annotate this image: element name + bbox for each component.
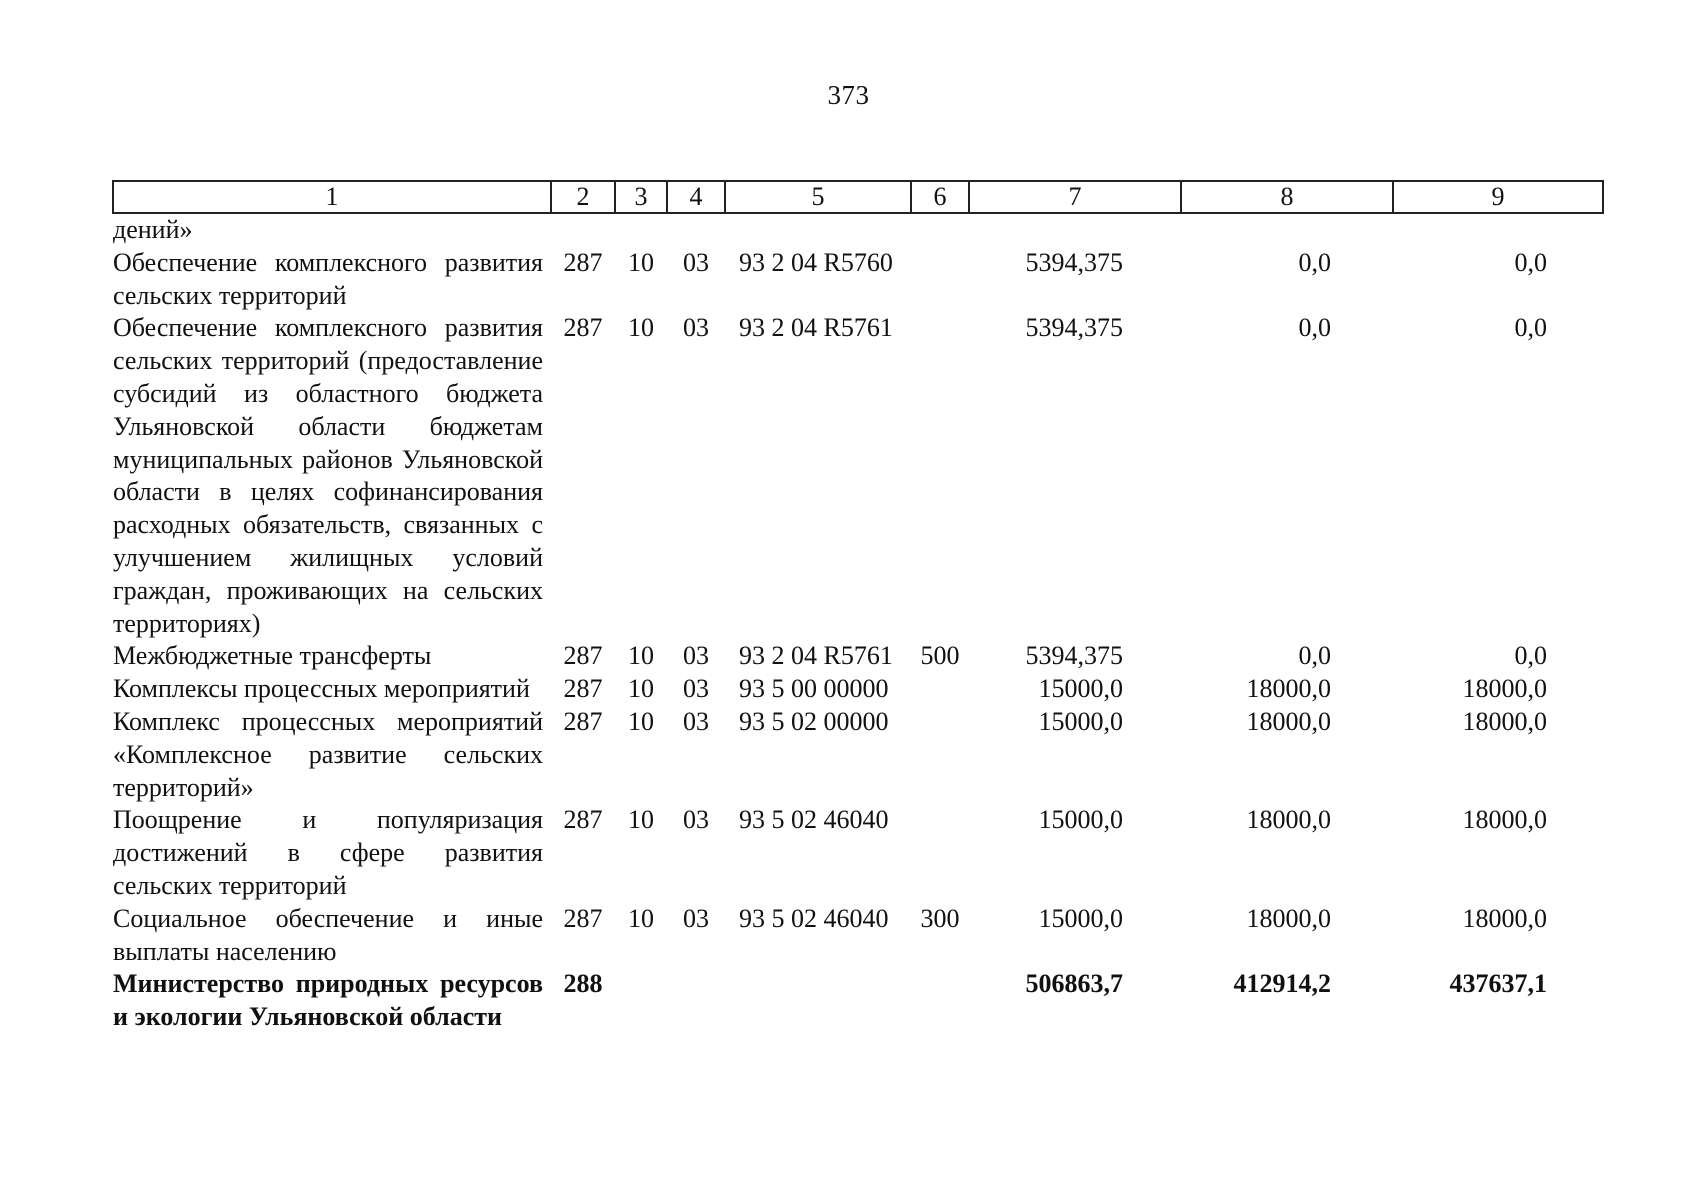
- cell-section: 10: [628, 247, 654, 277]
- cell-subsection: [667, 213, 725, 247]
- cell-subsection: 03: [683, 674, 709, 704]
- cell-subsection: 03: [683, 641, 709, 671]
- cell-expense-type: 300: [920, 903, 960, 933]
- cell-expense-type: 500: [920, 641, 960, 671]
- cell-section: [615, 968, 667, 1034]
- budget-table: [112, 180, 1604, 1034]
- table-row: [113, 903, 1603, 969]
- column-header-8: 8: [1181, 181, 1393, 213]
- cell-expense-type: [911, 968, 969, 1034]
- column-header-4: 4: [667, 181, 725, 213]
- cell-amount-7: 15000,0: [1038, 674, 1123, 704]
- page-number: 373: [827, 80, 870, 110]
- cell-amount-8: 18000,0: [1246, 903, 1331, 933]
- row-name: Комплексы процессных мероприятий: [113, 674, 530, 704]
- cell-amount-9: 18000,0: [1462, 674, 1547, 704]
- cell-amount-8: 18000,0: [1246, 805, 1331, 835]
- table-row-ministry-total: [113, 968, 1603, 1034]
- row-name: Обеспечение комплексного развития сельских территорий: [113, 247, 543, 310]
- cell-subsection: [667, 968, 725, 1034]
- cell-amount-8: [1181, 213, 1393, 247]
- cell-amount-9: 0,0: [1514, 313, 1547, 343]
- column-header-2: 2: [551, 181, 615, 213]
- cell-section: 10: [628, 903, 654, 933]
- cell-admin-code: 287: [563, 313, 603, 343]
- table-row: [113, 804, 1603, 902]
- cell-target-code: 93 5 02 46040: [739, 903, 889, 933]
- row-name: Межбюджетные трансферты: [113, 641, 432, 671]
- table-row: [113, 213, 1603, 247]
- table-row: [113, 640, 1603, 673]
- table-row: [113, 673, 1603, 706]
- cell-target-code: [725, 213, 911, 247]
- cell-target-code: 93 2 04 R5761: [739, 641, 893, 671]
- cell-section: 10: [628, 674, 654, 704]
- cell-expense-type: [911, 213, 969, 247]
- cell-target-code: 93 5 00 00000: [739, 674, 889, 704]
- cell-subsection: 03: [683, 313, 709, 343]
- cell-subsection: 03: [683, 903, 709, 933]
- row-name: Министерство природных ресурсов и экологии Ульяновской области: [113, 969, 543, 1032]
- cell-amount-9: 18000,0: [1462, 706, 1547, 736]
- column-header-7: 7: [969, 181, 1181, 213]
- cell-amount-9: 0,0: [1514, 247, 1547, 277]
- table-row: [113, 247, 1603, 313]
- table-header: [113, 181, 1603, 213]
- cell-amount-7: 506863,7: [1025, 969, 1123, 999]
- cell-target-code: 93 5 02 46040: [739, 805, 889, 835]
- cell-target-code: 93 2 04 R5761: [739, 313, 893, 343]
- cell-admin-code: 287: [563, 706, 603, 736]
- cell-amount-7: 15000,0: [1038, 706, 1123, 736]
- cell-expense-type: [911, 312, 969, 640]
- cell-amount-9: 0,0: [1514, 641, 1547, 671]
- cell-expense-type: [911, 673, 969, 706]
- cell-section: 10: [628, 706, 654, 736]
- cell-section: 10: [628, 805, 654, 835]
- cell-amount-9: [1393, 213, 1603, 247]
- cell-amount-7: 15000,0: [1038, 903, 1123, 933]
- cell-amount-8: 18000,0: [1246, 706, 1331, 736]
- cell-subsection: 03: [683, 247, 709, 277]
- cell-expense-type: [911, 804, 969, 902]
- cell-admin-code: [551, 213, 615, 247]
- cell-subsection: 03: [683, 805, 709, 835]
- cell-admin-code: 287: [563, 674, 603, 704]
- cell-admin-code: 287: [563, 247, 603, 277]
- column-header-1: 1: [113, 181, 551, 213]
- cell-amount-7: [969, 213, 1181, 247]
- cell-target-code: [725, 968, 911, 1034]
- cell-amount-8: 0,0: [1298, 247, 1331, 277]
- row-name: Поощрение и популяризация достижений в сфере развития сельских территорий: [113, 805, 543, 900]
- cell-section: 10: [628, 313, 654, 343]
- cell-amount-8: 18000,0: [1246, 674, 1331, 704]
- cell-amount-7: 5394,375: [1025, 641, 1123, 671]
- cell-amount-8: 412914,2: [1233, 969, 1331, 999]
- column-header-9: 9: [1393, 181, 1603, 213]
- cell-expense-type: [911, 247, 969, 313]
- cell-amount-9: 437637,1: [1449, 969, 1547, 999]
- table-row: [113, 706, 1603, 804]
- column-header-5: 5: [725, 181, 911, 213]
- row-name: дений»: [113, 215, 193, 244]
- table-body: [113, 213, 1603, 1034]
- cell-amount-7: 15000,0: [1038, 805, 1123, 835]
- column-header-6: 6: [911, 181, 969, 213]
- header-row: [113, 181, 1603, 213]
- cell-admin-code: 287: [563, 641, 603, 671]
- cell-amount-9: 18000,0: [1462, 805, 1547, 835]
- cell-amount-8: 0,0: [1298, 313, 1331, 343]
- table-row: [113, 312, 1603, 640]
- cell-section: [615, 213, 667, 247]
- cell-expense-type: [911, 706, 969, 804]
- cell-subsection: 03: [683, 706, 709, 736]
- cell-amount-9: 18000,0: [1462, 903, 1547, 933]
- cell-target-code: 93 2 04 R5760: [739, 247, 893, 277]
- row-name: Комплекс процессных мероприятий «Комплексное развитие сельских территорий»: [113, 706, 543, 802]
- cell-admin-code: 288: [563, 969, 603, 999]
- row-name: Обеспечение комплексного развития сельских территорий (предоставление субсидий из областного бюджета Ульяновской области бюджетам муниципальных районов Ульяновской области в целях софинансирования расходных обязательств, связанных с улучшением жилищных условий граждан, проживающих на сельских территориях): [113, 313, 543, 638]
- cell-admin-code: 287: [563, 805, 603, 835]
- cell-amount-7: 5394,375: [1025, 313, 1123, 343]
- cell-section: 10: [628, 641, 654, 671]
- cell-admin-code: 287: [563, 903, 603, 933]
- row-name: Социальное обеспечение и иные выплаты населению: [113, 903, 543, 966]
- cell-target-code: 93 5 02 00000: [739, 706, 889, 736]
- column-header-3: 3: [615, 181, 667, 213]
- cell-amount-7: 5394,375: [1025, 247, 1123, 277]
- cell-amount-8: 0,0: [1298, 641, 1331, 671]
